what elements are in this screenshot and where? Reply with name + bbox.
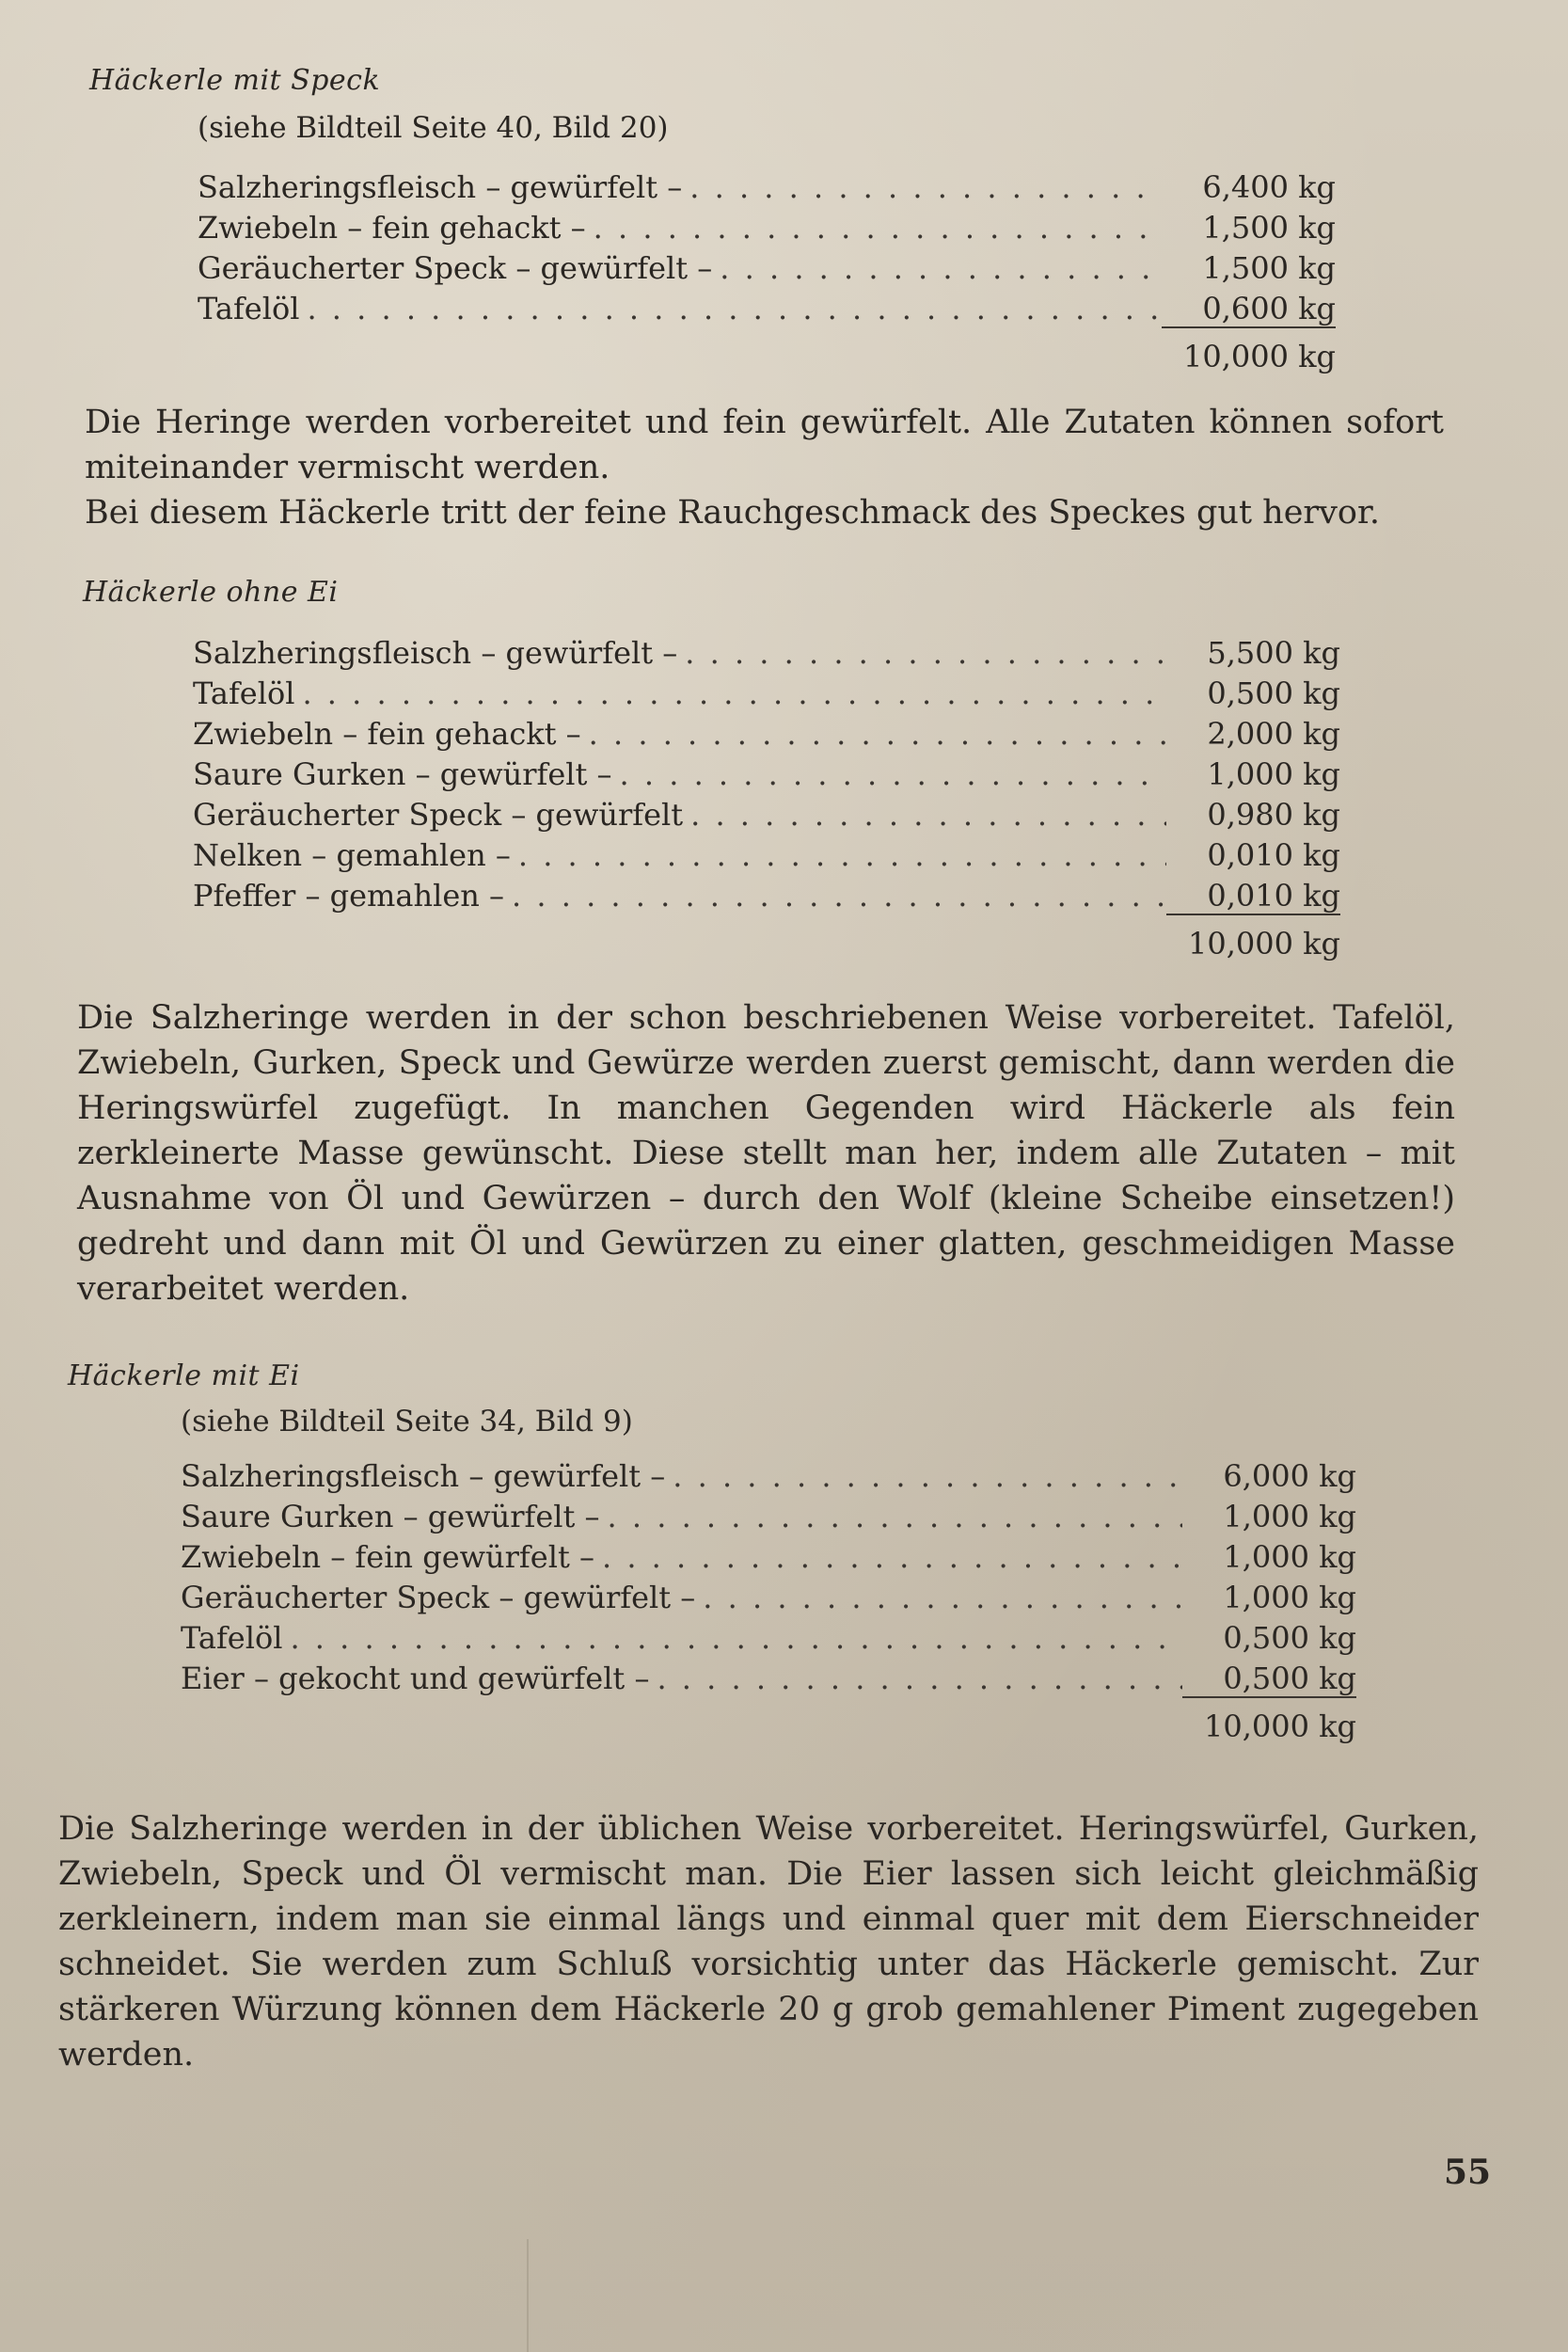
ingredient-quantity: 1,500 kg (1202, 210, 1336, 246)
ingredient-list (181, 1458, 1356, 1744)
ingredient-row (193, 716, 1340, 756)
dot-leader (589, 716, 1166, 752)
dot-leader (518, 837, 1166, 873)
ingredient-row (193, 756, 1340, 797)
ingredient-name: Saure Gurken – gewürfelt – (181, 1499, 600, 1534)
ingredient-row (193, 635, 1340, 675)
ingredient-list (193, 635, 1340, 961)
ingredient-quantity: 0,980 kg (1207, 797, 1340, 833)
total-quantity: 10,000 kg (1203, 1708, 1356, 1744)
ingredient-name: Nelken – gemahlen – (193, 837, 511, 873)
total-row (198, 331, 1336, 374)
ingredient-name: Zwiebeln – fein gehackt – (193, 716, 581, 752)
ingredient-row (198, 169, 1336, 210)
dot-leader (608, 1499, 1182, 1534)
ingredient-row (181, 1539, 1356, 1580)
ingredient-quantity: 5,500 kg (1207, 635, 1340, 671)
ingredient-quantity: 0,500 kg (1182, 1661, 1356, 1698)
dot-leader (720, 250, 1162, 286)
ingredient-row (181, 1499, 1356, 1539)
ingredient-row (193, 675, 1340, 716)
ingredient-name: Zwiebeln – fein gewürfelt – (181, 1539, 594, 1575)
dot-leader (703, 1580, 1182, 1615)
ingredient-name: Geräucherter Speck – gewürfelt – (198, 250, 713, 286)
ingredient-name: Tafelöl (193, 675, 295, 711)
ingredient-name: Tafelöl (181, 1620, 283, 1656)
dot-leader (302, 675, 1166, 711)
ingredient-row (193, 878, 1340, 918)
ingredient-name: Tafelöl (198, 291, 300, 326)
ingredient-quantity: 0,500 kg (1223, 1620, 1356, 1656)
ingredient-row (181, 1458, 1356, 1499)
ingredient-quantity: 0,010 kg (1166, 878, 1340, 915)
ingredient-quantity: 0,600 kg (1162, 291, 1336, 328)
ingredient-row (181, 1620, 1356, 1661)
ingredient-name: Pfeffer – gemahlen – (193, 878, 505, 914)
page-crease (527, 2239, 529, 2352)
recipe-description: Die Salzheringe werden in der üblichen Weise vorbereitet. Heringswürfel, Gurken, Zwiebeln, Speck und Öl vermischt man. Die Eier lassen sich leicht gleichmäßig zerkleinern, indem man sie einmal längs und einmal quer mit dem Eierschneider schneidet. Sie werden zum Schluß vorsichtig unter das Häckerle gemischt. Zur stärkeren Würzung können dem Häckerle 20 g grob gemahlener Piment zugegeben werden. (58, 1810, 1479, 2074)
ingredient-name: Saure Gurken – gewürfelt – (193, 756, 612, 792)
ingredient-name: Geräucherter Speck – gewürfelt – (181, 1580, 696, 1615)
dot-leader (307, 291, 1162, 326)
dot-leader (602, 1539, 1182, 1575)
recipe-reference: (siehe Bildteil Seite 40, Bild 20) (198, 111, 669, 145)
ingredient-row (193, 837, 1340, 878)
recipe-title: Häckerle ohne Ei (83, 576, 339, 609)
ingredient-row (198, 210, 1336, 250)
total-row (193, 918, 1340, 961)
ingredient-quantity: 0,500 kg (1207, 675, 1340, 711)
dot-leader (690, 797, 1166, 833)
dot-leader (512, 878, 1166, 914)
ingredient-quantity: 2,000 kg (1207, 716, 1340, 752)
ingredient-quantity: 1,000 kg (1223, 1499, 1356, 1534)
ingredient-row (193, 797, 1340, 837)
ingredient-row (181, 1580, 1356, 1620)
recipe-note: Bei diesem Häckerle tritt der feine Rauchgeschmack des Speckes gut hervor. (85, 494, 1380, 532)
ingredient-quantity: 6,400 kg (1202, 169, 1336, 205)
ingredient-list (198, 169, 1336, 374)
ingredient-row (198, 250, 1336, 291)
recipe-title: Häckerle mit Speck (89, 64, 381, 97)
total-row (181, 1701, 1356, 1744)
ingredient-name: Salzheringsfleisch – gewürfelt – (193, 635, 678, 671)
ingredient-row (198, 291, 1336, 331)
ingredient-quantity: 1,000 kg (1223, 1580, 1356, 1615)
recipe-reference: (siehe Bildteil Seite 34, Bild 9) (181, 1405, 633, 1438)
total-quantity: 10,000 kg (1187, 926, 1340, 961)
ingredient-name: Salzheringsfleisch – gewürfelt – (181, 1458, 666, 1494)
total-quantity: 10,000 kg (1182, 339, 1336, 374)
ingredient-name: Eier – gekocht und gewürfelt – (181, 1661, 650, 1696)
ingredient-name: Zwiebeln – fein gehackt – (198, 210, 586, 246)
recipe-description: Die Heringe werden vorbereitet und fein gewürfelt. Alle Zutaten können sofort miteinander vermischt werden. (85, 404, 1444, 486)
dot-leader (620, 756, 1166, 792)
ingredient-quantity: 1,500 kg (1202, 250, 1336, 286)
ingredient-quantity: 6,000 kg (1223, 1458, 1356, 1494)
dot-leader (685, 635, 1166, 671)
dot-leader (689, 169, 1162, 205)
ingredient-quantity: 1,000 kg (1207, 756, 1340, 792)
dot-leader (290, 1620, 1182, 1656)
dot-leader (594, 210, 1162, 246)
dot-leader (657, 1661, 1182, 1696)
recipe-description: Die Salzheringe werden in der schon beschriebenen Weise vorbereitet. Tafelöl, Zwiebeln, Gurken, Speck und Gewürze werden zuerst gemischt, dann werden die Heringswürfel zugefügt. In manchen Gegenden wird Häckerle als fein zerkleinerte Masse gewünscht. Diese stellt man her, indem alle Zutaten – mit Ausnahme von Öl und Gewürzen – durch den Wolf (kleine Scheibe einsetzen!) gedreht und dann mit Öl und Gewürzen zu einer glatten, geschmeidigen Masse verarbeitet werden. (77, 999, 1455, 1308)
dot-leader (673, 1458, 1182, 1494)
ingredient-name: Salzheringsfleisch – gewürfelt – (198, 169, 683, 205)
page-number: 55 (1444, 2153, 1492, 2192)
ingredient-quantity: 1,000 kg (1223, 1539, 1356, 1575)
recipe-title: Häckerle mit Ei (68, 1359, 300, 1392)
ingredient-quantity: 0,010 kg (1207, 837, 1340, 873)
ingredient-row (181, 1661, 1356, 1701)
ingredient-name: Geräucherter Speck – gewürfelt (193, 797, 684, 833)
